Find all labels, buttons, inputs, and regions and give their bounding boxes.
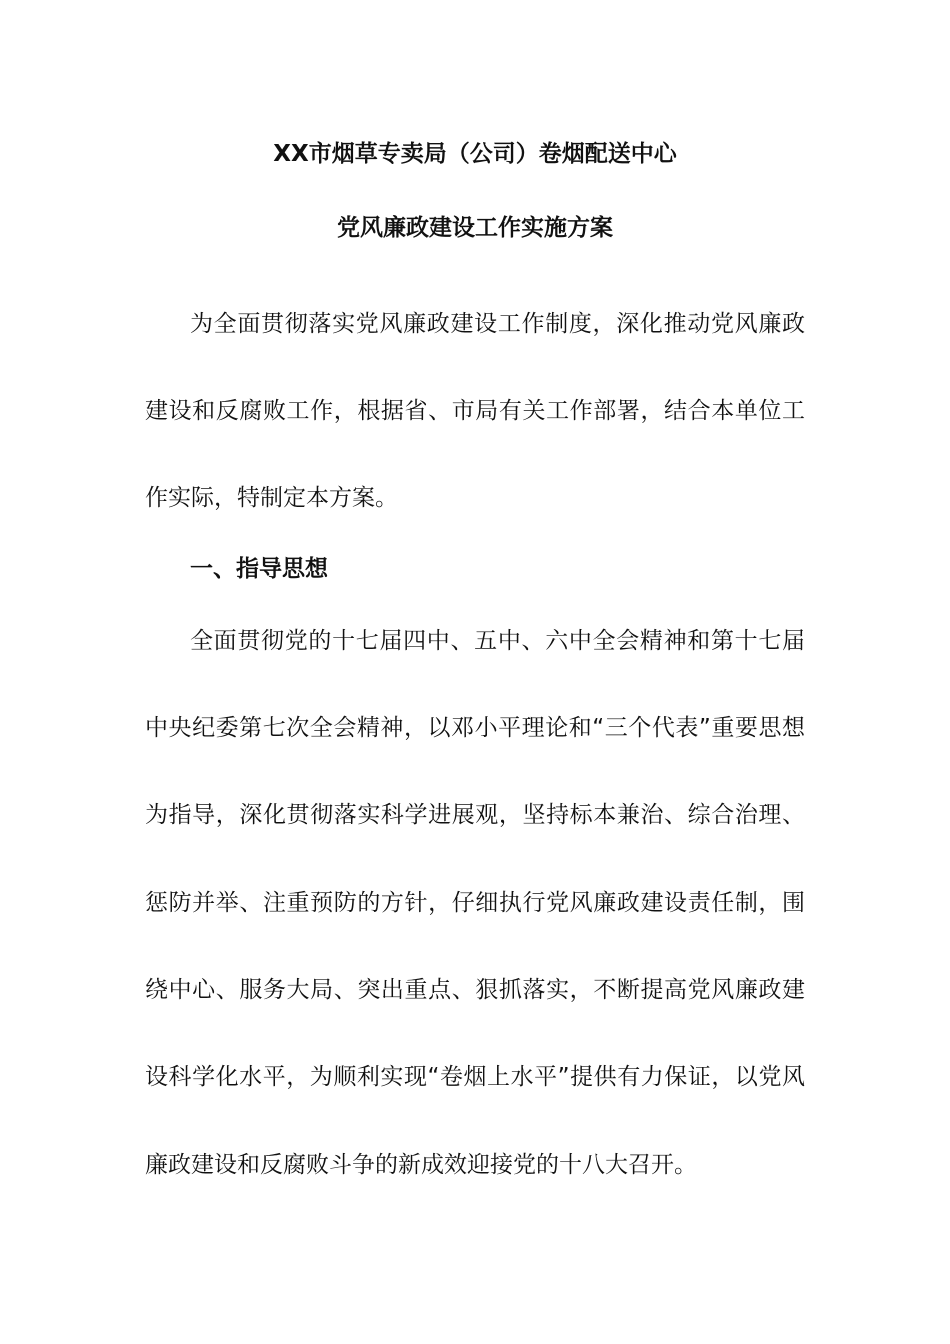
section-line: 中央纪委第七次全会精神，以邓小平理论和“三个代表”重要思想 — [145, 715, 805, 741]
section-line: 廉政建设和反腐败斗争的新成效迎接党的十八大召开。 — [145, 1152, 697, 1178]
document-title-line1: XX市烟草专卖局（公司）卷烟配送中心 — [273, 141, 677, 167]
section-line: 为指导，深化贯彻落实科学进展观，坚持标本兼治、综合治理、 — [145, 802, 805, 828]
section-heading: 一、指导思想 — [190, 556, 328, 582]
section-line: 惩防并举、注重预防的方针，仔细执行党风廉政建设责任制，围 — [145, 890, 805, 916]
intro-line: 作实际，特制定本方案。 — [145, 485, 398, 511]
document-title-line2: 党风廉政建设工作实施方案 — [337, 215, 613, 241]
section-line: 设科学化水平，为顺利实现“卷烟上水平”提供有力保证，以党风 — [145, 1064, 805, 1090]
intro-line: 为全面贯彻落实党风廉政建设工作制度，深化推动党风廉政 — [190, 311, 805, 337]
section-line: 全面贯彻党的十七届四中、五中、六中全会精神和第十七届 — [190, 628, 805, 654]
intro-line: 建设和反腐败工作，根据省、市局有关工作部署，结合本单位工 — [145, 398, 805, 424]
section-line: 绕中心、服务大局、突出重点、狠抓落实，不断提高党风廉政建 — [145, 977, 805, 1003]
